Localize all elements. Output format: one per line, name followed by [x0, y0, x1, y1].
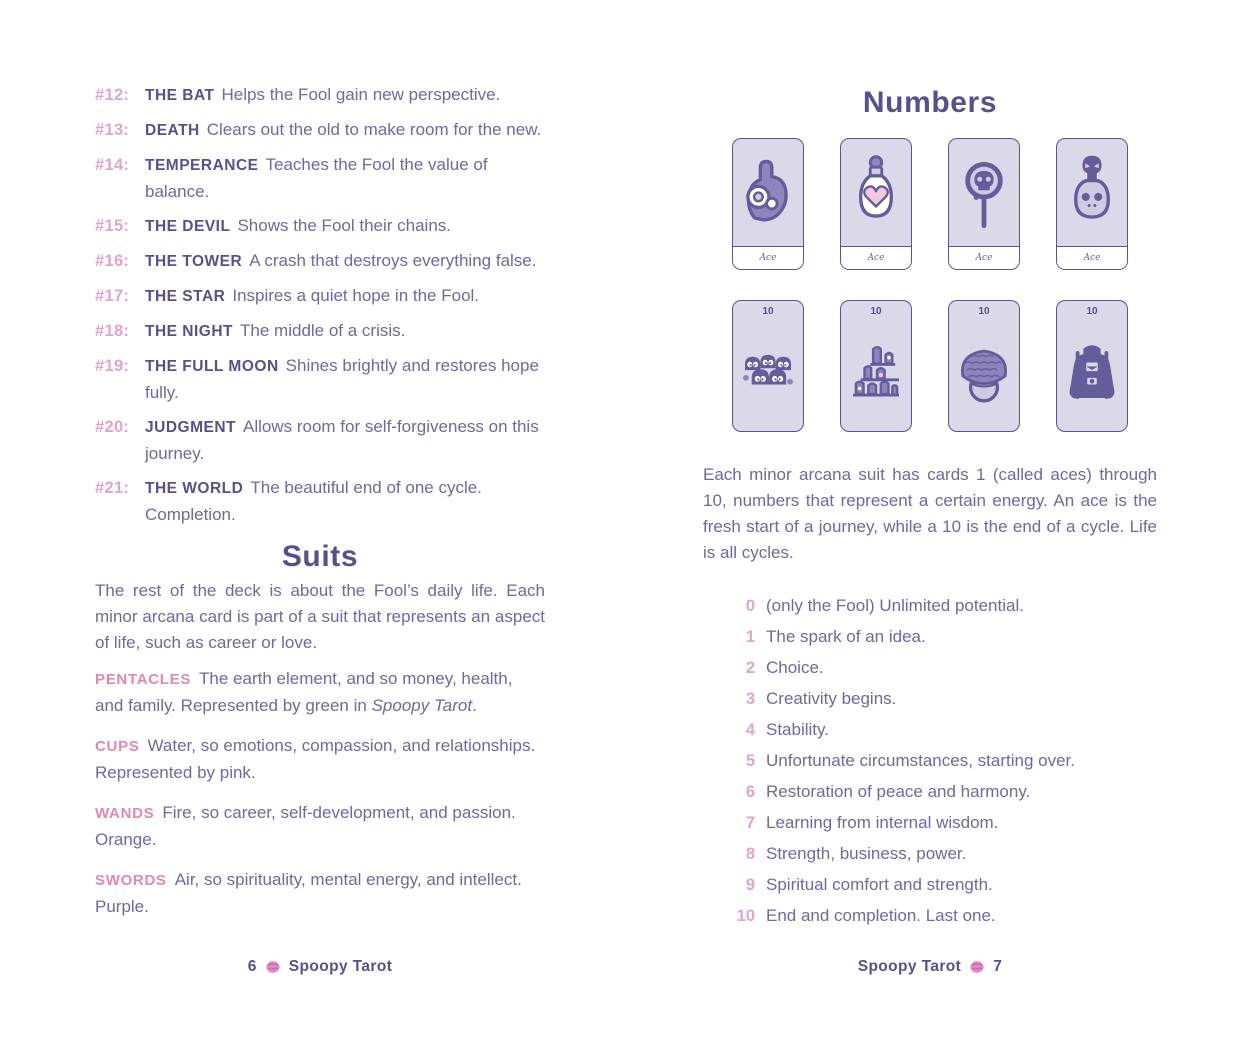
suit-entry-pentacles: [95, 666, 545, 719]
number-item-3: [728, 686, 1157, 712]
card-label: 10: [870, 306, 882, 317]
card-label: Ace: [841, 246, 911, 269]
card-ace-of-pentacles: [732, 138, 804, 270]
card-name: THE TOWER: [145, 253, 243, 270]
number: 4: [745, 721, 755, 739]
card-ten-of-swords: [1056, 300, 1128, 432]
number-item-4: [728, 717, 1157, 743]
card-entry: [145, 475, 545, 528]
card-label: Ace: [949, 246, 1019, 269]
page-right: [703, 86, 1157, 934]
numbers-intro: Each minor arcana suit has cards 1 (called aces) through 10, numbers that represent a certain energy. An ace is the fresh start of a journey, while a 10 is the end of a cycle. Life is all cycles.: [703, 465, 1157, 562]
suit-entry-wands: [95, 800, 545, 853]
card-entry: [145, 213, 545, 240]
card-number: #20:: [95, 418, 130, 436]
major-arcana-item-20: [95, 414, 545, 467]
card-label: 10: [762, 306, 774, 317]
card-entry: [145, 414, 545, 467]
page-number: 6: [247, 958, 257, 975]
suits-heading: Suits: [281, 540, 359, 573]
number-meaning: Unfortunate circumstances, starting over.: [766, 751, 1075, 770]
number: 2: [745, 659, 755, 677]
number-item-0: [728, 593, 1157, 619]
card-description: Helps the Fool gain new perspective.: [221, 85, 501, 104]
major-arcana-item-21: [95, 475, 545, 528]
number: 8: [745, 845, 755, 863]
number-item-1: [728, 624, 1157, 650]
number-meaning: The spark of an idea.: [766, 627, 926, 646]
number-item-5: [728, 748, 1157, 774]
footer-left: [95, 958, 545, 976]
book-title: Spoopy Tarot: [857, 958, 962, 975]
card-ten-of-wands: [948, 300, 1020, 432]
skull-lollipop-icon: [949, 143, 1019, 246]
major-arcana-item-17: [95, 283, 545, 310]
major-arcana-item-16: [95, 248, 545, 275]
card-name: THE NIGHT: [145, 323, 234, 340]
suit-entry-swords: [95, 867, 545, 920]
card-name: DEATH: [145, 122, 200, 139]
card-number: #21:: [95, 479, 130, 497]
number-meaning: Stability.: [766, 720, 829, 739]
suit-name: SWORDS: [95, 872, 167, 889]
card-description: The middle of a crisis.: [240, 321, 406, 340]
suit-description: Water, so emotions, compassion, and relationships. Represented by pink.: [95, 736, 536, 782]
hand-with-coin-icon: [733, 143, 803, 246]
card-name: THE FULL MOON: [145, 358, 279, 375]
card-label: 10: [1086, 306, 1098, 317]
suit-description: The earth element, and so money, health, and family. Represented by green in: [95, 669, 513, 715]
book-title-italic: Spoopy Tarot: [371, 696, 473, 715]
card-entry: [145, 82, 545, 109]
card-ten-of-cups: [840, 300, 912, 432]
number: 5: [745, 752, 755, 770]
numbers-heading: Numbers: [862, 86, 998, 119]
number: 10: [736, 907, 755, 925]
card-ace-of-cups: [840, 138, 912, 270]
card-number: #12:: [95, 86, 130, 104]
card-name: THE DEVIL: [145, 218, 231, 235]
number: 1: [745, 628, 755, 646]
card-name: JUDGMENT: [145, 419, 236, 436]
major-arcana-item-18: [95, 318, 545, 345]
wand-basket-icon: [949, 321, 1019, 427]
card-label: 10: [978, 306, 990, 317]
page-number: 7: [993, 958, 1003, 975]
card-description: Teaches the Fool the value of balance.: [145, 155, 488, 201]
major-arcana-item-13: [95, 117, 545, 144]
card-number: #14:: [95, 156, 130, 174]
number: 3: [745, 690, 755, 708]
card-description: Allows room for self-forgiveness on this journey.: [145, 417, 539, 463]
brain-icon: [969, 960, 985, 974]
card-description: Shows the Fool their chains.: [237, 216, 452, 235]
major-arcana-item-19: [95, 353, 545, 406]
card-name: THE WORLD: [145, 480, 244, 497]
number: 0: [745, 597, 755, 615]
card-number: #15:: [95, 217, 130, 235]
number-meaning: Restoration of peace and harmony.: [766, 782, 1031, 801]
card-description: A crash that destroys everything false.: [249, 251, 537, 270]
card-number: #17:: [95, 287, 130, 305]
potion-shelf-icon: [841, 321, 911, 427]
numbers-list: [728, 593, 1157, 929]
number-meaning: Learning from internal wisdom.: [766, 813, 999, 832]
footer-right: [703, 958, 1157, 976]
card-entry: [145, 248, 545, 275]
card-name: THE BAT: [145, 87, 215, 104]
suit-name: WANDS: [95, 805, 155, 822]
number-item-8: [728, 841, 1157, 867]
number: 9: [745, 876, 755, 894]
card-number: #18:: [95, 322, 130, 340]
suit-name: PENTACLES: [95, 671, 192, 688]
card-description: Clears out the old to make room for the new.: [206, 120, 542, 139]
card-entry: [145, 117, 545, 144]
card-number: #16:: [95, 252, 130, 270]
tarot-card-grid: [703, 138, 1157, 432]
card-label: Ace: [733, 246, 803, 269]
major-arcana-item-12: [95, 82, 545, 109]
card-description: Shines brightly and restores hope fully.: [145, 356, 539, 402]
card-name: TEMPERANCE: [145, 157, 259, 174]
suit-description: Air, so spirituality, mental energy, and intellect. Purple.: [95, 870, 522, 916]
number: 6: [745, 783, 755, 801]
card-description: Inspires a quiet hope in the Fool.: [232, 286, 480, 305]
ghost-family-icon: [733, 321, 803, 427]
suit-entry-cups: [95, 733, 545, 786]
card-label: Ace: [1057, 246, 1127, 269]
major-arcana-item-14: [95, 152, 545, 205]
brain-icon: [265, 960, 281, 974]
number-item-7: [728, 810, 1157, 836]
suit-description: Fire, so career, self-development, and passion. Orange.: [95, 803, 516, 849]
card-entry: [145, 283, 545, 310]
number-meaning: (only the Fool) Unlimited potential.: [766, 596, 1024, 615]
number-item-2: [728, 655, 1157, 681]
suits-intro: The rest of the deck is about the Fool’s daily life. Each minor arcana card is part of a suit that represents an aspect of life, such as career or love.: [95, 581, 545, 652]
heart-potion-icon: [841, 143, 911, 246]
number-meaning: Spiritual comfort and strength.: [766, 875, 993, 894]
number-meaning: End and completion. Last one.: [766, 906, 996, 925]
card-description: The beautiful end of one cycle. Completion.: [145, 478, 482, 524]
dark-gate-icon: [1057, 321, 1127, 427]
suit-description-end: .: [472, 696, 477, 715]
number-meaning: Choice.: [766, 658, 824, 677]
card-name: THE STAR: [145, 288, 226, 305]
card-number: #13:: [95, 121, 130, 139]
number-meaning: Creativity begins.: [766, 689, 897, 708]
skull-bottle-rose-icon: [1057, 143, 1127, 246]
card-ace-of-swords: [1056, 138, 1128, 270]
book-title: Spoopy Tarot: [288, 958, 393, 975]
card-number: #19:: [95, 357, 130, 375]
page-left: [95, 82, 545, 934]
card-entry: [145, 152, 545, 205]
card-ten-of-pentacles: [732, 300, 804, 432]
card-entry: [145, 353, 545, 406]
number-item-10: [728, 903, 1157, 929]
number-item-9: [728, 872, 1157, 898]
number-item-6: [728, 779, 1157, 805]
number: 7: [745, 814, 755, 832]
number-meaning: Strength, business, power.: [766, 844, 967, 863]
card-entry: [145, 318, 545, 345]
major-arcana-item-15: [95, 213, 545, 240]
card-ace-of-wands: [948, 138, 1020, 270]
suit-name: CUPS: [95, 738, 140, 755]
